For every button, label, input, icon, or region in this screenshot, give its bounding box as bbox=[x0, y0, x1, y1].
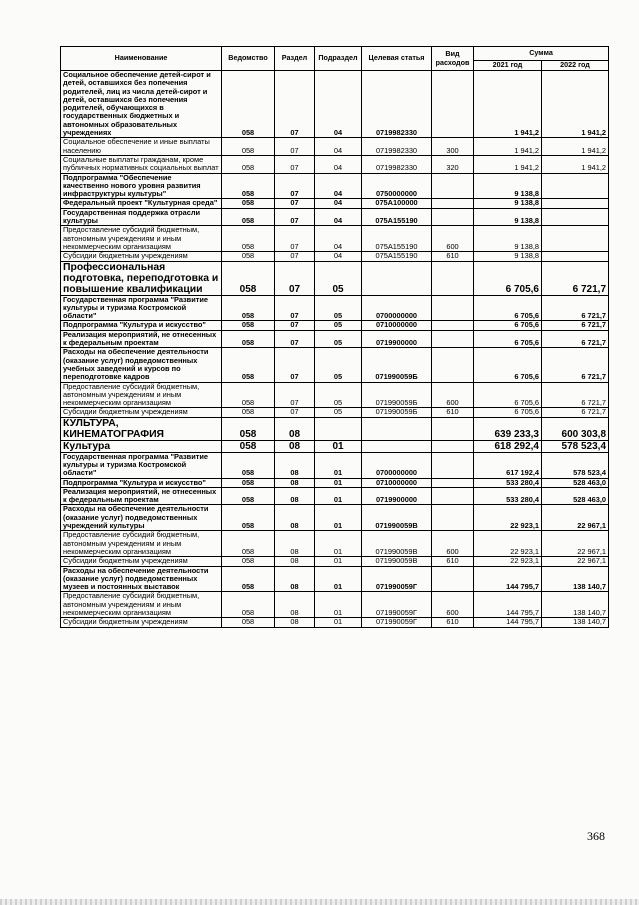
sum-2021-cell: 6 705,6 bbox=[474, 295, 542, 321]
row-name-cell: Расходы на обеспечение деятельности (оказание услуг) подведомственных учреждений культуры bbox=[61, 505, 222, 531]
dept-cell: 058 bbox=[222, 226, 275, 252]
subsection-cell: 04 bbox=[315, 138, 362, 156]
subsection-cell: 04 bbox=[315, 208, 362, 226]
expense-type-cell bbox=[432, 417, 474, 440]
sum-2021-cell: 6 705,6 bbox=[474, 408, 542, 417]
sum-2022-cell: 22 967,1 bbox=[542, 505, 609, 531]
dept-cell: 058 bbox=[222, 417, 275, 440]
sum-2021-cell: 618 292,4 bbox=[474, 440, 542, 452]
expense-type-cell bbox=[432, 199, 474, 208]
sum-2021-cell: 144 795,7 bbox=[474, 592, 542, 618]
sum-2021-cell: 1 941,2 bbox=[474, 155, 542, 173]
dept-cell: 058 bbox=[222, 618, 275, 627]
target-cell: 0710000000 bbox=[362, 478, 432, 487]
expense-type-cell bbox=[432, 321, 474, 330]
table-row bbox=[61, 440, 609, 452]
target-cell: 071990059Г bbox=[362, 592, 432, 618]
table-row bbox=[61, 330, 609, 348]
row-name-cell: Социальные выплаты гражданам, кроме публичных нормативных социальных выплат bbox=[61, 155, 222, 173]
sum-2022-cell: 138 140,7 bbox=[542, 592, 609, 618]
dept-cell: 058 bbox=[222, 592, 275, 618]
expense-type-cell: 300 bbox=[432, 138, 474, 156]
table-body bbox=[61, 71, 609, 628]
table-row bbox=[61, 592, 609, 618]
section-cell: 07 bbox=[275, 199, 315, 208]
row-name-cell: Федеральный проект "Культурная среда" bbox=[61, 199, 222, 208]
subsection-cell: 05 bbox=[315, 321, 362, 330]
dept-cell: 058 bbox=[222, 321, 275, 330]
dept-cell: 058 bbox=[222, 208, 275, 226]
table-row bbox=[61, 452, 609, 478]
budget-table bbox=[60, 46, 609, 628]
target-cell: 0700000000 bbox=[362, 452, 432, 478]
sum-2021-cell: 9 138,8 bbox=[474, 252, 542, 261]
section-cell: 07 bbox=[275, 382, 315, 408]
sum-2022-cell bbox=[542, 226, 609, 252]
table-row bbox=[61, 252, 609, 261]
dept-cell: 058 bbox=[222, 478, 275, 487]
sum-2022-cell: 6 721,7 bbox=[542, 348, 609, 382]
row-name-cell: Предоставление субсидий бюджетным, автономным учреждениям и иным некоммерческим организациям bbox=[61, 226, 222, 252]
dept-cell: 058 bbox=[222, 199, 275, 208]
row-name-cell: Подпрограмма "Культура и искусство" bbox=[61, 321, 222, 330]
table-row bbox=[61, 138, 609, 156]
sum-2022-cell bbox=[542, 252, 609, 261]
row-name-cell: Государственная программа "Развитие культуры и туризма Костромской области" bbox=[61, 452, 222, 478]
row-name-cell: Расходы на обеспечение деятельности (оказание услуг) подведомственных музеев и постоянных выставок bbox=[61, 566, 222, 592]
section-cell: 08 bbox=[275, 478, 315, 487]
target-cell: 0719982330 bbox=[362, 71, 432, 138]
section-cell: 07 bbox=[275, 155, 315, 173]
expense-type-cell: 610 bbox=[432, 618, 474, 627]
table-row bbox=[61, 618, 609, 627]
expense-type-cell: 600 bbox=[432, 382, 474, 408]
target-cell: 071990059Г bbox=[362, 566, 432, 592]
subsection-cell: 05 bbox=[315, 348, 362, 382]
section-cell: 07 bbox=[275, 295, 315, 321]
target-cell: 0710000000 bbox=[362, 321, 432, 330]
expense-type-cell: 600 bbox=[432, 226, 474, 252]
target-cell: 071990059В bbox=[362, 505, 432, 531]
dept-cell: 058 bbox=[222, 408, 275, 417]
dept-cell: 058 bbox=[222, 252, 275, 261]
section-cell: 07 bbox=[275, 330, 315, 348]
subsection-cell: 04 bbox=[315, 173, 362, 199]
dept-cell: 058 bbox=[222, 348, 275, 382]
dept-cell: 058 bbox=[222, 566, 275, 592]
sum-2021-cell: 6 705,6 bbox=[474, 261, 542, 295]
table-row bbox=[61, 173, 609, 199]
expense-type-cell: 610 bbox=[432, 408, 474, 417]
row-name-cell: Субсидии бюджетным учреждениям bbox=[61, 252, 222, 261]
target-cell: 075A155190 bbox=[362, 208, 432, 226]
sum-2021-cell: 22 923,1 bbox=[474, 531, 542, 557]
dept-cell: 058 bbox=[222, 452, 275, 478]
sum-2021-cell: 533 280,4 bbox=[474, 487, 542, 505]
expense-type-cell bbox=[432, 478, 474, 487]
subsection-cell: 04 bbox=[315, 155, 362, 173]
sum-2021-cell: 22 923,1 bbox=[474, 505, 542, 531]
table-row bbox=[61, 199, 609, 208]
sum-2022-cell: 22 967,1 bbox=[542, 531, 609, 557]
row-name-cell: Субсидии бюджетным учреждениям bbox=[61, 408, 222, 417]
dept-cell: 058 bbox=[222, 155, 275, 173]
subsection-cell: 01 bbox=[315, 557, 362, 566]
sum-2021-cell: 6 705,6 bbox=[474, 348, 542, 382]
row-name-cell: Культура bbox=[61, 440, 222, 452]
section-cell: 08 bbox=[275, 566, 315, 592]
table-row bbox=[61, 71, 609, 138]
header-expense-type: Вид расходов bbox=[432, 47, 474, 71]
expense-type-cell bbox=[432, 348, 474, 382]
subsection-cell: 05 bbox=[315, 408, 362, 417]
subsection-cell: 01 bbox=[315, 487, 362, 505]
dept-cell: 058 bbox=[222, 330, 275, 348]
sum-2022-cell: 138 140,7 bbox=[542, 618, 609, 627]
table-row bbox=[61, 505, 609, 531]
sum-2021-cell: 1 941,2 bbox=[474, 138, 542, 156]
sum-2022-cell: 1 941,2 bbox=[542, 155, 609, 173]
row-name-cell: Профессиональная подготовка, переподготовка и повышение квалификации bbox=[61, 261, 222, 295]
section-cell: 07 bbox=[275, 138, 315, 156]
target-cell: 071990059Б bbox=[362, 408, 432, 417]
table-row bbox=[61, 155, 609, 173]
expense-type-cell: 610 bbox=[432, 557, 474, 566]
target-cell bbox=[362, 440, 432, 452]
row-name-cell: Реализация мероприятий, не отнесенных к федеральным проектам bbox=[61, 330, 222, 348]
row-name-cell: Государственная поддержка отрасли культуры bbox=[61, 208, 222, 226]
sum-2022-cell: 6 721,7 bbox=[542, 261, 609, 295]
sum-2022-cell: 6 721,7 bbox=[542, 408, 609, 417]
sum-2021-cell: 9 138,8 bbox=[474, 226, 542, 252]
subsection-cell bbox=[315, 417, 362, 440]
expense-type-cell bbox=[432, 440, 474, 452]
table-row bbox=[61, 208, 609, 226]
sum-2021-cell: 6 705,6 bbox=[474, 321, 542, 330]
expense-type-cell bbox=[432, 566, 474, 592]
section-cell: 07 bbox=[275, 71, 315, 138]
target-cell: 071990059Б bbox=[362, 382, 432, 408]
section-cell: 08 bbox=[275, 505, 315, 531]
section-cell: 08 bbox=[275, 440, 315, 452]
section-cell: 08 bbox=[275, 531, 315, 557]
sum-2022-cell: 6 721,7 bbox=[542, 321, 609, 330]
section-cell: 07 bbox=[275, 226, 315, 252]
table-row bbox=[61, 531, 609, 557]
section-cell: 07 bbox=[275, 208, 315, 226]
sum-2021-cell: 6 705,6 bbox=[474, 330, 542, 348]
target-cell: 071990059В bbox=[362, 557, 432, 566]
subsection-cell: 04 bbox=[315, 199, 362, 208]
dept-cell: 058 bbox=[222, 382, 275, 408]
sum-2021-cell: 639 233,3 bbox=[474, 417, 542, 440]
sum-2022-cell bbox=[542, 199, 609, 208]
subsection-cell: 04 bbox=[315, 71, 362, 138]
dept-cell: 058 bbox=[222, 71, 275, 138]
table-row bbox=[61, 295, 609, 321]
row-name-cell: Предоставление субсидий бюджетным, автономным учреждениям и иным некоммерческим организациям bbox=[61, 592, 222, 618]
target-cell: 0719982330 bbox=[362, 155, 432, 173]
subsection-cell: 01 bbox=[315, 566, 362, 592]
sum-2022-cell: 578 523,4 bbox=[542, 452, 609, 478]
table-row bbox=[61, 417, 609, 440]
dept-cell: 058 bbox=[222, 505, 275, 531]
row-name-cell: Реализация мероприятий, не отнесенных к федеральным проектам bbox=[61, 487, 222, 505]
subsection-cell: 01 bbox=[315, 440, 362, 452]
sum-2022-cell: 138 140,7 bbox=[542, 566, 609, 592]
sum-2022-cell: 528 463,0 bbox=[542, 487, 609, 505]
header-name: Наименование bbox=[61, 47, 222, 71]
subsection-cell: 01 bbox=[315, 505, 362, 531]
sum-2022-cell: 6 721,7 bbox=[542, 330, 609, 348]
subsection-cell: 05 bbox=[315, 261, 362, 295]
row-name-cell: Расходы на обеспечение деятельности (оказание услуг) подведомственных учебных заведений и курсов по переподготовке кадров bbox=[61, 348, 222, 382]
target-cell: 071990059В bbox=[362, 531, 432, 557]
header-year-2022: 2022 год bbox=[542, 61, 609, 71]
section-cell: 07 bbox=[275, 321, 315, 330]
sum-2021-cell: 6 705,6 bbox=[474, 382, 542, 408]
section-cell: 08 bbox=[275, 452, 315, 478]
target-cell: 075A155190 bbox=[362, 252, 432, 261]
target-cell bbox=[362, 417, 432, 440]
subsection-cell: 05 bbox=[315, 382, 362, 408]
expense-type-cell bbox=[432, 452, 474, 478]
subsection-cell: 04 bbox=[315, 226, 362, 252]
row-name-cell: Субсидии бюджетным учреждениям bbox=[61, 557, 222, 566]
dept-cell: 058 bbox=[222, 557, 275, 566]
dept-cell: 058 bbox=[222, 440, 275, 452]
sum-2021-cell: 9 138,8 bbox=[474, 208, 542, 226]
header-year-2021: 2021 год bbox=[474, 61, 542, 71]
table-row bbox=[61, 408, 609, 417]
sum-2022-cell: 1 941,2 bbox=[542, 138, 609, 156]
dept-cell: 058 bbox=[222, 138, 275, 156]
sum-2021-cell: 617 192,4 bbox=[474, 452, 542, 478]
sum-2021-cell: 533 280,4 bbox=[474, 478, 542, 487]
sum-2021-cell: 144 795,7 bbox=[474, 566, 542, 592]
row-name-cell: Подпрограмма "Обеспечение качественно нового уровня развития инфраструктуры культуры" bbox=[61, 173, 222, 199]
row-name-cell: Предоставление субсидий бюджетным, автономным учреждениям и иным некоммерческим организациям bbox=[61, 382, 222, 408]
subsection-cell: 01 bbox=[315, 452, 362, 478]
sum-2022-cell: 22 967,1 bbox=[542, 557, 609, 566]
dept-cell: 058 bbox=[222, 173, 275, 199]
subsection-cell: 05 bbox=[315, 330, 362, 348]
section-cell: 08 bbox=[275, 557, 315, 566]
target-cell: 075A100000 bbox=[362, 199, 432, 208]
table-row bbox=[61, 226, 609, 252]
expense-type-cell bbox=[432, 173, 474, 199]
expense-type-cell bbox=[432, 487, 474, 505]
sum-2021-cell: 144 795,7 bbox=[474, 618, 542, 627]
section-cell: 08 bbox=[275, 618, 315, 627]
dept-cell: 058 bbox=[222, 261, 275, 295]
target-cell: 075A155190 bbox=[362, 226, 432, 252]
table-row bbox=[61, 478, 609, 487]
expense-type-cell bbox=[432, 261, 474, 295]
sum-2021-cell: 9 138,8 bbox=[474, 173, 542, 199]
section-cell: 07 bbox=[275, 348, 315, 382]
section-cell: 07 bbox=[275, 408, 315, 417]
header-target: Целевая статья bbox=[362, 47, 432, 71]
table-row bbox=[61, 487, 609, 505]
sum-2022-cell: 1 941,2 bbox=[542, 71, 609, 138]
expense-type-cell bbox=[432, 295, 474, 321]
section-cell: 07 bbox=[275, 173, 315, 199]
sum-2021-cell: 1 941,2 bbox=[474, 71, 542, 138]
sum-2021-cell: 9 138,8 bbox=[474, 199, 542, 208]
dept-cell: 058 bbox=[222, 531, 275, 557]
scan-border bbox=[0, 899, 639, 905]
table-row bbox=[61, 566, 609, 592]
target-cell: 0719982330 bbox=[362, 138, 432, 156]
header-sum: Сумма bbox=[474, 47, 609, 61]
sum-2022-cell: 578 523,4 bbox=[542, 440, 609, 452]
sum-2022-cell bbox=[542, 208, 609, 226]
target-cell: 0700000000 bbox=[362, 295, 432, 321]
dept-cell: 058 bbox=[222, 487, 275, 505]
page-number: 368 bbox=[587, 829, 605, 843]
table-row bbox=[61, 348, 609, 382]
sum-2022-cell: 6 721,7 bbox=[542, 295, 609, 321]
header-dept: Ведомство bbox=[222, 47, 275, 71]
expense-type-cell bbox=[432, 505, 474, 531]
section-cell: 07 bbox=[275, 261, 315, 295]
expense-type-cell: 320 bbox=[432, 155, 474, 173]
target-cell: 0719900000 bbox=[362, 330, 432, 348]
expense-type-cell bbox=[432, 330, 474, 348]
subsection-cell: 01 bbox=[315, 618, 362, 627]
header-subsection: Подраздел bbox=[315, 47, 362, 71]
dept-cell: 058 bbox=[222, 295, 275, 321]
sum-2022-cell: 528 463,0 bbox=[542, 478, 609, 487]
row-name-cell: Подпрограмма "Культура и искусство" bbox=[61, 478, 222, 487]
row-name-cell: Предоставление субсидий бюджетным, автономным учреждениям и иным некоммерческим организациям bbox=[61, 531, 222, 557]
section-cell: 08 bbox=[275, 417, 315, 440]
row-name-cell: Социальное обеспечение детей-сирот и детей, оставшихся без попечения родителей, лиц из числа детей-сирот и детей, оставшихся без попечения родителей, обучающихся в государственных бюджетных и автономных образовательных учреждениях bbox=[61, 71, 222, 138]
sum-2021-cell: 22 923,1 bbox=[474, 557, 542, 566]
section-cell: 07 bbox=[275, 252, 315, 261]
table-row bbox=[61, 261, 609, 295]
table-row bbox=[61, 557, 609, 566]
expense-type-cell: 610 bbox=[432, 252, 474, 261]
expense-type-cell bbox=[432, 208, 474, 226]
expense-type-cell bbox=[432, 71, 474, 138]
row-name-cell: Социальное обеспечение и иные выплаты населению bbox=[61, 138, 222, 156]
table-row bbox=[61, 382, 609, 408]
subsection-cell: 01 bbox=[315, 478, 362, 487]
expense-type-cell: 600 bbox=[432, 592, 474, 618]
target-cell: 0750000000 bbox=[362, 173, 432, 199]
section-cell: 08 bbox=[275, 592, 315, 618]
row-name-cell: Государственная программа "Развитие культуры и туризма Костромской области" bbox=[61, 295, 222, 321]
sum-2022-cell: 6 721,7 bbox=[542, 382, 609, 408]
subsection-cell: 04 bbox=[315, 252, 362, 261]
table-row bbox=[61, 321, 609, 330]
row-name-cell: Субсидии бюджетным учреждениям bbox=[61, 618, 222, 627]
header-section: Раздел bbox=[275, 47, 315, 71]
sum-2022-cell bbox=[542, 173, 609, 199]
subsection-cell: 05 bbox=[315, 295, 362, 321]
target-cell: 0719900000 bbox=[362, 487, 432, 505]
subsection-cell: 01 bbox=[315, 592, 362, 618]
target-cell bbox=[362, 261, 432, 295]
target-cell: 071990059Г bbox=[362, 618, 432, 627]
row-name-cell: КУЛЬТУРА, КИНЕМАТОГРАФИЯ bbox=[61, 417, 222, 440]
section-cell: 08 bbox=[275, 487, 315, 505]
expense-type-cell: 600 bbox=[432, 531, 474, 557]
sum-2022-cell: 600 303,8 bbox=[542, 417, 609, 440]
subsection-cell: 01 bbox=[315, 531, 362, 557]
target-cell: 071990059Б bbox=[362, 348, 432, 382]
